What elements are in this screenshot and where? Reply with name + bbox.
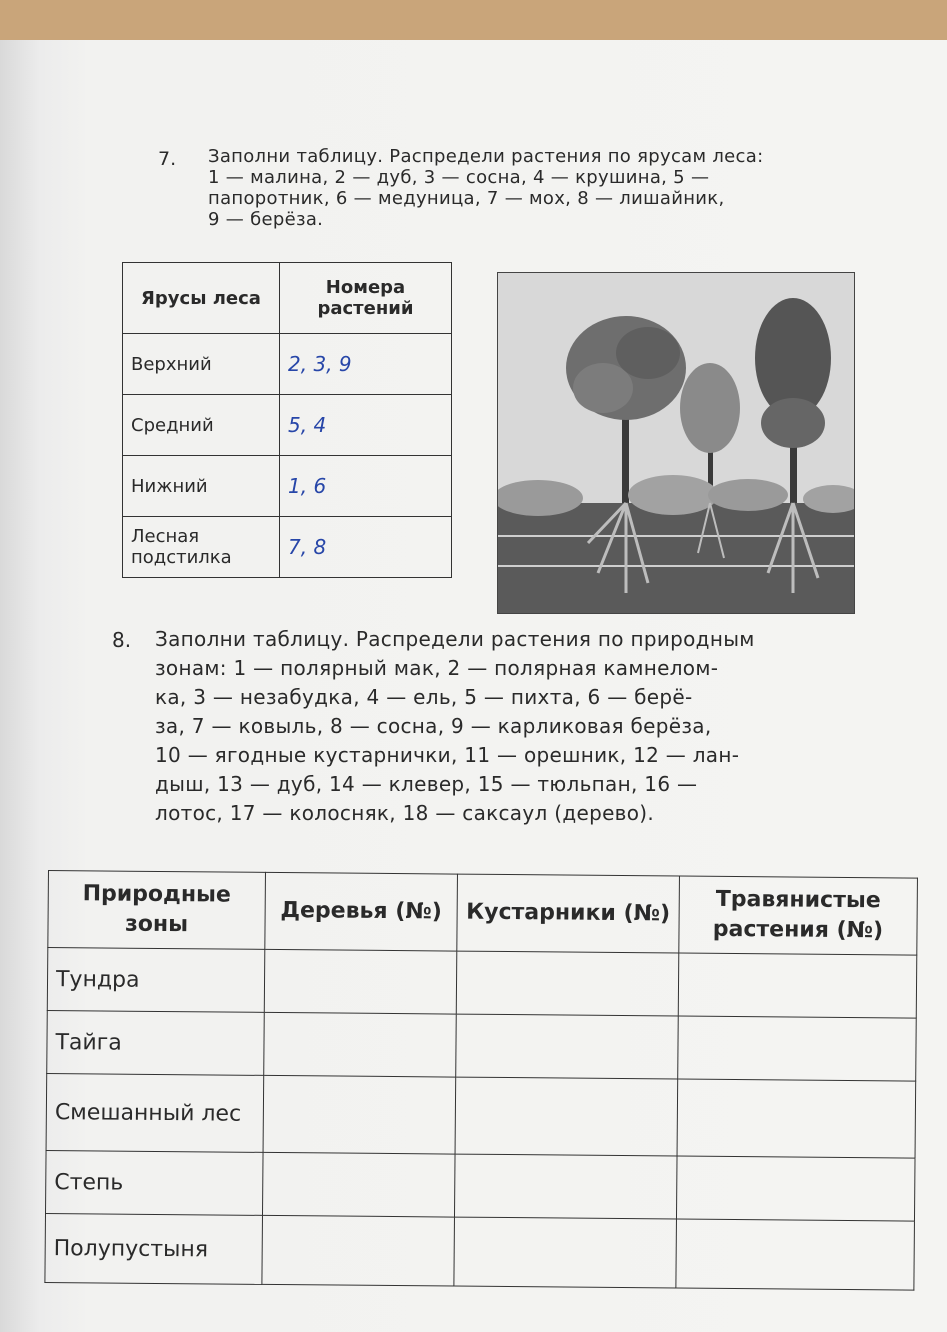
header-trees: Деревья (№) bbox=[265, 872, 458, 951]
tier-middle: Средний bbox=[123, 395, 280, 456]
header-herbs: Травянистые растения (№) bbox=[679, 876, 918, 955]
cell-empty[interactable] bbox=[678, 953, 917, 1018]
zone-mixed-forest: Смешанный лес bbox=[46, 1073, 264, 1152]
answer-middle: 5, 4 bbox=[280, 395, 452, 456]
task8-number: 8. bbox=[112, 628, 132, 652]
forest-tiers-illustration bbox=[497, 272, 855, 614]
zone-steppe: Степь bbox=[46, 1150, 264, 1215]
tier-upper: Верхний bbox=[123, 334, 280, 395]
zone-taiga: Тайга bbox=[47, 1010, 265, 1075]
header-tiers: Ярусы леса bbox=[123, 263, 280, 334]
task7-line: 9 — берёза. bbox=[208, 209, 324, 230]
zone-semidesert: Полупустыня bbox=[45, 1213, 263, 1284]
cell-empty[interactable] bbox=[262, 1215, 455, 1286]
tier-litter: Лесная подстилка bbox=[123, 517, 280, 578]
cell-empty[interactable] bbox=[454, 1217, 677, 1288]
task8-line: дыш, 13 — дуб, 14 — клевер, 15 — тюльпан, 16 — bbox=[155, 772, 698, 796]
answer-upper: 2, 3, 9 bbox=[280, 334, 452, 395]
cell-empty[interactable] bbox=[678, 1016, 917, 1081]
workbook-page bbox=[0, 40, 947, 1332]
task7-text bbox=[208, 146, 848, 230]
answer-lower: 1, 6 bbox=[280, 456, 452, 517]
forest-tiers-table bbox=[122, 262, 452, 578]
header-shrubs: Кустарники (№) bbox=[457, 874, 680, 953]
task7-line: Заполни таблицу. Распредели растения по ярусам леса: bbox=[208, 146, 764, 167]
header-plant-numbers: Номера растений bbox=[280, 263, 452, 334]
cell-empty[interactable] bbox=[454, 1154, 677, 1219]
task8-line: лотос, 17 — колосняк, 18 — саксаул (дерево). bbox=[155, 801, 655, 825]
cell-empty[interactable] bbox=[456, 1014, 679, 1079]
natural-zones-table bbox=[44, 870, 918, 1291]
cell-empty[interactable] bbox=[262, 1152, 455, 1217]
task8-text bbox=[155, 625, 885, 828]
cell-empty[interactable] bbox=[676, 1219, 915, 1290]
task8-line: зонам: 1 — полярный мак, 2 — полярная камнелом- bbox=[155, 656, 719, 680]
task8-line: Заполни таблицу. Распредели растения по природным bbox=[155, 627, 755, 651]
cell-empty[interactable] bbox=[456, 951, 679, 1016]
forest-drawing bbox=[498, 273, 854, 613]
task8-line: ка, 3 — незабудка, 4 — ель, 5 — пихта, 6 — берё- bbox=[155, 685, 693, 709]
header-zones: Природные зоны bbox=[48, 871, 266, 950]
cell-empty[interactable] bbox=[455, 1077, 678, 1156]
task7-line: 1 — малина, 2 — дуб, 3 — сосна, 4 — крушина, 5 — bbox=[208, 167, 710, 188]
cell-empty[interactable] bbox=[263, 1075, 456, 1154]
answer-litter: 7, 8 bbox=[280, 517, 452, 578]
tier-lower: Нижний bbox=[123, 456, 280, 517]
zone-tundra: Тундра bbox=[47, 948, 265, 1013]
cell-empty[interactable] bbox=[264, 1012, 457, 1077]
task7-line: папоротник, 6 — медуница, 7 — мох, 8 — лишайник, bbox=[208, 188, 725, 209]
cell-empty[interactable] bbox=[676, 1156, 915, 1221]
task8-line: за, 7 — ковыль, 8 — сосна, 9 — карликовая берёза, bbox=[155, 714, 712, 738]
task8-line: 10 — ягодные кустарнички, 11 — орешник, 12 — лан- bbox=[155, 743, 740, 767]
cell-empty[interactable] bbox=[677, 1079, 916, 1158]
cell-empty[interactable] bbox=[264, 949, 457, 1014]
task7-number: 7. bbox=[158, 148, 177, 170]
